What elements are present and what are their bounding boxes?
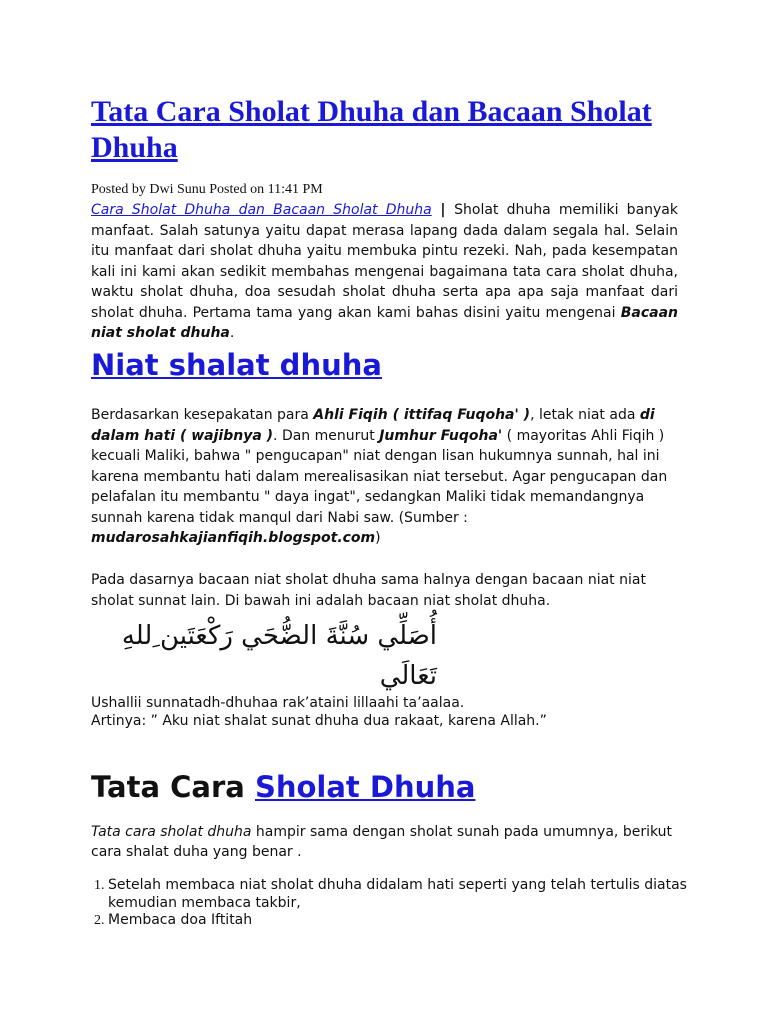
list-item: 1. Setelah membaca niat sholat dhuha didalam hati seperti yang telah tertulis diatas kemudian membaca takbir,	[108, 877, 708, 912]
latin-reading: Ushallii sunnatadh-dhuhaa rak’ataini lillaahi ta’aalaa.	[91, 695, 465, 711]
intro-paragraph	[91, 200, 678, 344]
tata-intro-italic: Tata cara sholat dhuha	[91, 824, 252, 840]
tata-heading-link[interactable]: Sholat Dhuha	[254, 770, 476, 804]
article-title[interactable]	[91, 94, 691, 166]
intro-separator: |	[431, 202, 455, 218]
p1-jumhur: Jumhur Fuqoha'	[379, 427, 503, 444]
article-title-text: Tata Cara Sholat Dhuha dan Bacaan Sholat Dhuha	[91, 95, 652, 164]
p1-dalam-hati: di dalam hati ( wajibnya )	[91, 407, 655, 444]
author-name: Dwi Sunu	[149, 182, 206, 197]
steps-list	[86, 877, 708, 930]
p1-text-c: , letak niat ada	[530, 407, 640, 423]
arabic-niat-text: أُصَلِّي سُنَّةَ الضُّحَي رَكْعَتَين ِللهِ تَعَالَي	[121, 621, 437, 691]
niat-transliteration	[91, 694, 691, 730]
niat-heading[interactable]	[91, 348, 382, 382]
niat-paragraph-1	[91, 405, 691, 549]
list-item: 2. Membaca doa Iftitah	[108, 912, 708, 930]
tata-intro-rest: hampir sama dengan sholat sunah pada umumnya, berikut cara shalat duha yang benar .	[91, 824, 673, 860]
p1-text-a: Berdasarkan kesepakatan para	[91, 407, 314, 423]
intro-link[interactable]: Cara Sholat Dhuha dan Bacaan Sholat Dhuha	[91, 202, 432, 218]
p1-text-e: . Dan menurut	[273, 427, 380, 444]
p1-ahli-fiqih: Ahli Fiqih ( ittifaq Fuqoha' )	[313, 407, 531, 423]
translation: Artinya: ” Aku niat shalat sunat dhuha dua rakaat, karena Allah.”	[91, 713, 547, 729]
tata-cara-heading	[91, 770, 475, 804]
posted-by-label: Posted by	[91, 182, 146, 197]
p1-source: mudarosahkajianfiqih.blogspot.com	[91, 530, 376, 546]
niat-paragraph-2: Pada dasarnya bacaan niat sholat dhuha sama halnya dengan bacaan niat niat sholat sunnat lain. Di bawah ini adalah bacaan niat sholat dhuha.	[91, 572, 646, 609]
intro-body: Sholat dhuha memiliki banyak manfaat. Salah satunya yaitu dapat merasa lapang dada dalam segala hal. Selain itu manfaat dari sholat dhuha yaitu membuka pintu rezeki. Nah, pada kesempatan kali ini kami akan sedikit membahas mengenai bagaimana tata cara sholat dhuha, waktu sholat dhuha, doa sesudah sholat dhuha serta apa apa saja manfaat dari sholat dhuha. Pertama tama yang akan kami bahas disini yaitu mengenai	[91, 202, 678, 321]
niat-heading-text: Niat shalat dhuha	[91, 348, 382, 382]
p1-text-g: ( mayoritas Ahli Fiqih ) kecuali Maliki, bahwa " pengucapan" niat dengan lisan hukumnya sunnah, hal ini karena membantu hati dalam merealisasikan niat tersebut. Agar pengucapan dan pelafalan itu membantu " daya ingat", sedangkan Maliki tidak memandangnya sunnah karena tidak manqul dari Nabi saw. (Sumber :	[91, 427, 668, 526]
p1-text-i: )	[375, 530, 381, 546]
tata-heading-plain: Tata Cara	[91, 770, 255, 804]
intro-emphasis: Bacaan niat sholat dhuha	[91, 304, 678, 341]
intro-end: .	[229, 325, 235, 341]
post-meta	[91, 182, 323, 198]
post-time: 11:41 PM	[267, 182, 323, 197]
tata-intro	[91, 822, 691, 862]
posted-on-label: Posted on	[209, 182, 265, 197]
